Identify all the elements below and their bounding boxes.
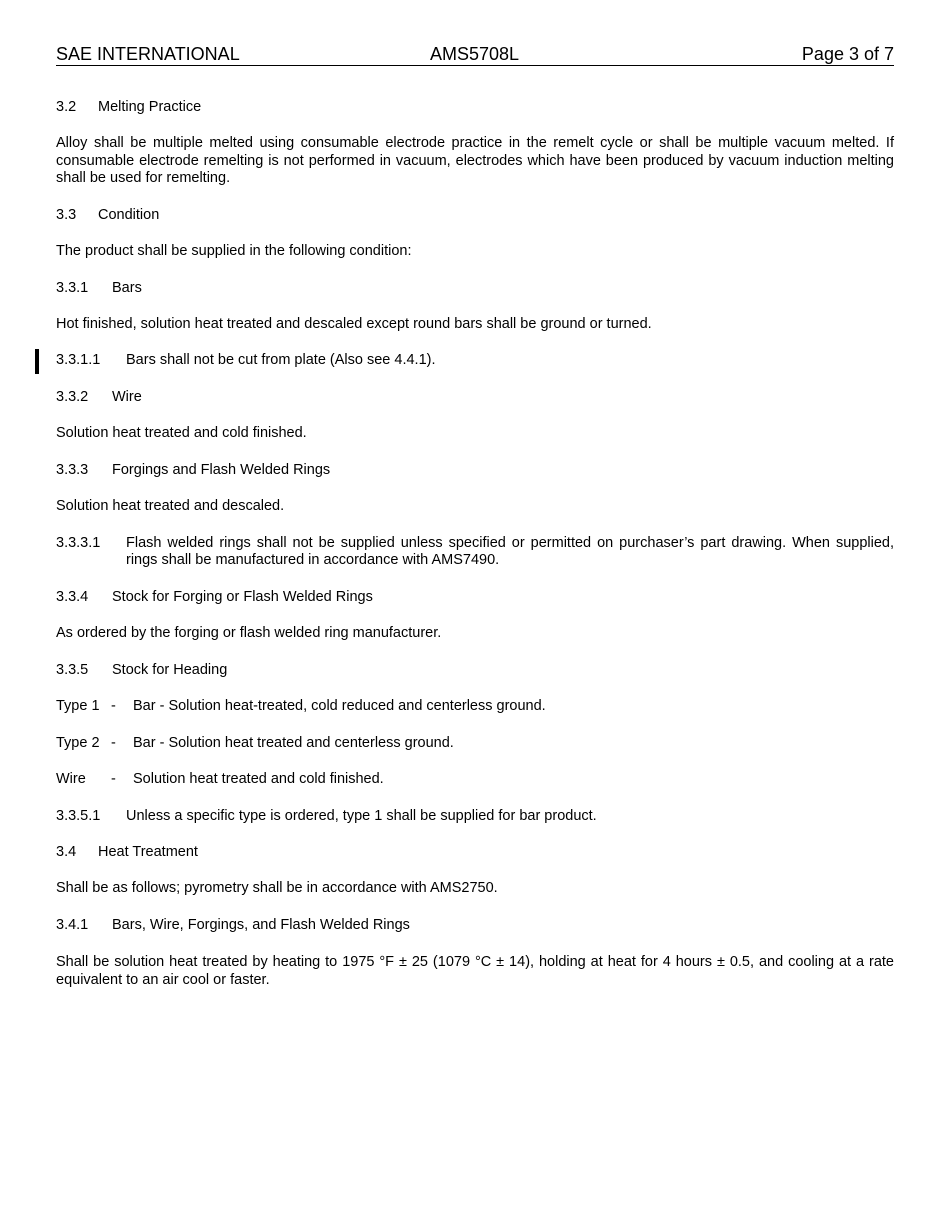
paragraph-bars: Hot finished, solution heat treated and descaled except round bars shall be ground or turned. xyxy=(56,316,652,332)
section-number: 3.4.1 xyxy=(56,917,89,933)
section-title: Forgings and Flash Welded Rings xyxy=(112,462,331,478)
section-text: Unless a specific type is ordered, type 1 shall be supplied for bar product. xyxy=(126,808,597,824)
paragraph-solution-heat-treat: Shall be solution heat treated by heating to 1975 °F ± 25 (1079 °C ± 14), holding at heat for 4 hours ± 0.5, and cooling at a rate equivalent to an air cool or faster. xyxy=(56,954,894,988)
section-title: Bars, Wire, Forgings, and Flash Welded Rings xyxy=(112,917,410,933)
section-title: Stock for Forging or Flash Welded Rings xyxy=(112,589,373,605)
section-title: Melting Practice xyxy=(98,99,202,115)
section-number: 3.3.2 xyxy=(56,389,89,405)
section-text: Bars shall not be cut from plate (Also see 4.4.1). xyxy=(126,352,436,368)
section-number: 3.3.4 xyxy=(56,589,89,605)
paragraph-heat-treatment: Shall be as follows; pyrometry shall be in accordance with AMS2750. xyxy=(56,880,498,896)
type-description: Bar - Solution heat treated and centerless ground. xyxy=(133,735,454,751)
section-title: Wire xyxy=(112,389,142,405)
type-label: Type 1 xyxy=(56,698,100,714)
header-org: SAE INTERNATIONAL xyxy=(56,44,240,64)
section-title: Heat Treatment xyxy=(98,844,198,860)
type-label: Type 2 xyxy=(56,735,100,751)
type-label: Wire xyxy=(56,771,86,787)
section-title: Stock for Heading xyxy=(112,662,228,678)
section-number: 3.3 xyxy=(56,207,77,223)
section-title: Condition xyxy=(98,207,160,223)
revision-bar xyxy=(35,349,39,374)
type-description: Bar - Solution heat-treated, cold reduced and centerless ground. xyxy=(133,698,546,714)
paragraph-condition: The product shall be supplied in the following condition: xyxy=(56,243,412,259)
type-dash: - xyxy=(111,771,116,787)
type-dash: - xyxy=(111,735,116,751)
paragraph-wire: Solution heat treated and cold finished. xyxy=(56,425,307,441)
section-number-3-3-3-1: 3.3.3.1 xyxy=(56,535,101,551)
type-description: Solution heat treated and cold finished. xyxy=(133,771,384,787)
section-number: 3.3.1.1 xyxy=(56,352,101,368)
section-number: 3.3.5 xyxy=(56,662,89,678)
section-number: 3.4 xyxy=(56,844,77,860)
paragraph-melting-practice: Alloy shall be multiple melted using consumable electrode practice in the remelt cycle or shall be multiple vacuum melted. If consumable electrode remelting is not performed in vacuum, electrodes which have been produced by vacuum induction melting shall be used for remelting. xyxy=(56,135,894,186)
paragraph-stock-forging: As ordered by the forging or flash welded ring manufacturer. xyxy=(56,625,442,641)
section-number: 3.3.3 xyxy=(56,462,89,478)
paragraph-flash-welded-rings: Flash welded rings shall not be supplied unless specified or permitted on purchaser’s part drawing. When supplied, rings shall be manufactured in accordance with AMS7490. xyxy=(126,535,894,568)
section-number: 3.3.1 xyxy=(56,280,89,296)
header-page-number: Page 3 of 7 xyxy=(801,44,894,64)
type-dash: - xyxy=(111,698,116,714)
header-doc-id: AMS5708L xyxy=(430,44,520,64)
page-header xyxy=(56,44,894,66)
section-number: 3.2 xyxy=(56,99,77,115)
section-title: Bars xyxy=(112,280,142,296)
section-number: 3.3.5.1 xyxy=(56,808,101,824)
paragraph-forgings: Solution heat treated and descaled. xyxy=(56,498,285,514)
